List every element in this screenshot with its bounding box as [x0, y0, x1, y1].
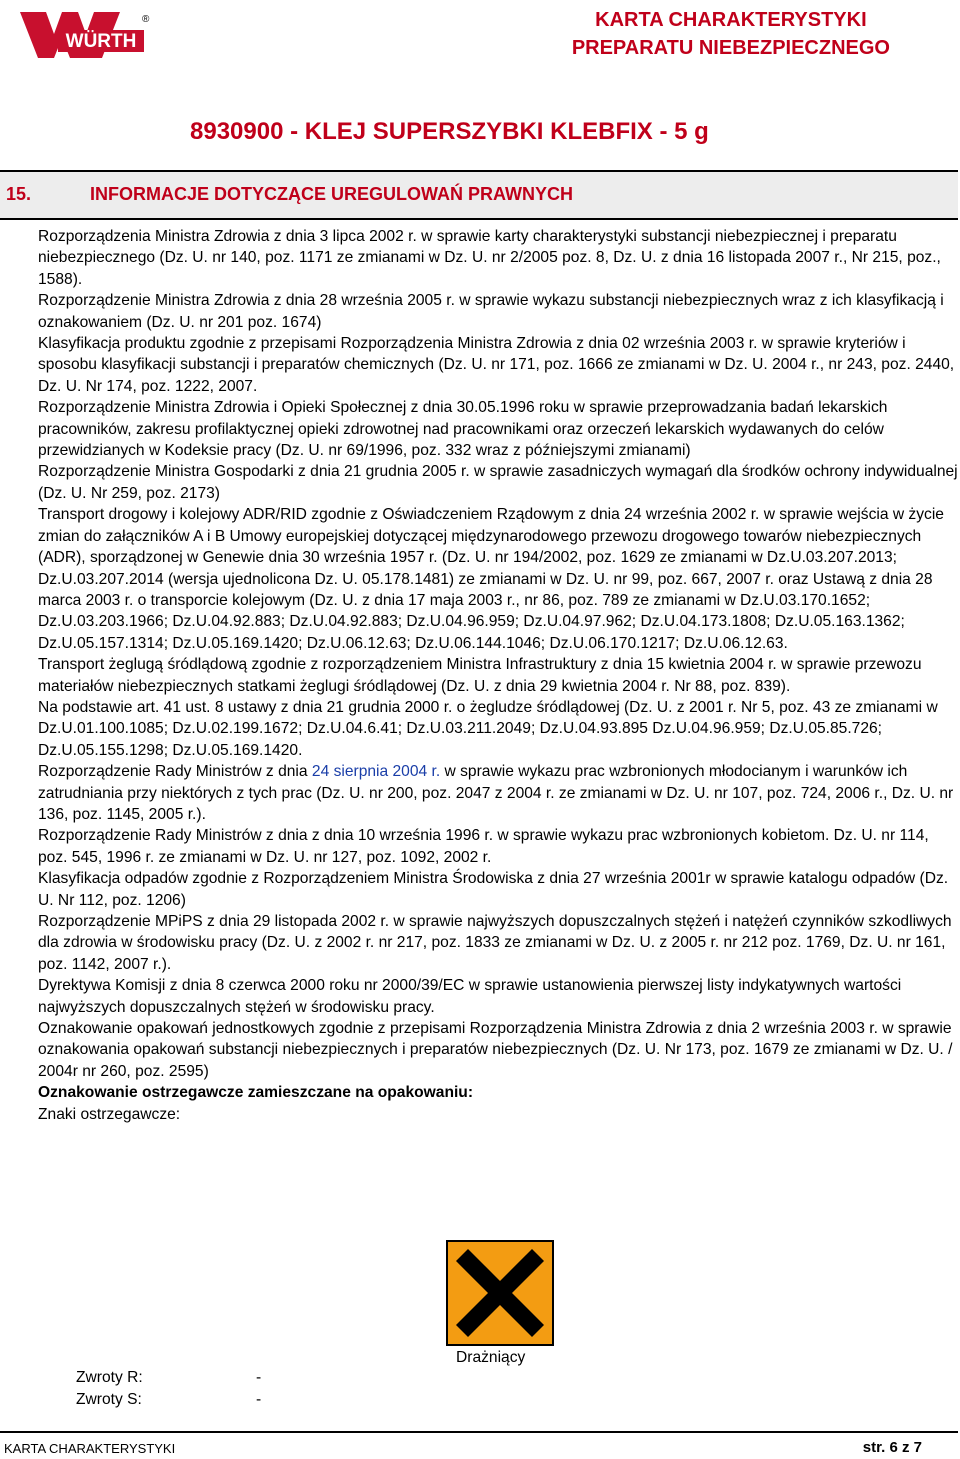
s-phrases-value: - — [256, 1391, 262, 1408]
irritant-x-icon — [446, 1240, 554, 1346]
regulation-paragraph: Transport drogowy i kolejowy ADR/RID zgodnie z Oświadczeniem Rządowym z dnia 24 września 2002 r. w sprawie wejścia w życie zmian do załączników A i B Umowy europejskiej dotyczącej międzynarodowego przewozu drogowego towarów niebezpiecznych (ADR), sporządzonej w Genewie dnia 30 września 1957 r. (Dz. U. nr 194/2002, poz. 1629 ze zmianami w Dz.U.03.207.2013; Dz.U.03.207.2014 (wersja ujednolicona Dz. U. 05.178.1481) ze zmianami w Dz. U. nr 99, poz. 667, 2007 r. oraz Ustawą z dnia 28 marca 2003 r. o transporcie kolejowym (Dz. U. z dnia 17 maja 2003 r., nr 86, poz. 789 ze zmianami w Dz.U.03.170.1652; Dz.U.03.203.1966; Dz.U.04.92.883; Dz.U.04.92.883; Dz.U.04.96.959; Dz.U.04.97.962; Dz.U.04.173.1808; Dz.U.05.163.1362; Dz.U.05.157.1314; Dz.U.05.169.1420; Dz.U.06.12.63; Dz.U.06.144.1046; Dz.U.06.170.1217; Dz.U.06.12.63. — [38, 506, 944, 652]
warning-signs-label: Znaki ostrzegawcze: — [38, 1105, 181, 1123]
footer-title: KARTA CHARAKTERYSTYKI — [4, 1441, 176, 1456]
regulation-paragraph: Dyrektywa Komisji z dnia 8 czerwca 2000 roku nr 2000/39/EC w sprawie ustanowienia pierwszej listy indykatywnych wartości najwyższych dopuszczalnych stężeń w środowisku pracy. — [38, 977, 902, 1016]
product-name: 8930900 - KLEJ SUPERSZYBKI KLEBFIX - 5 g — [190, 118, 709, 145]
document-title-line1: KARTA CHARAKTERYSTYKI — [595, 9, 867, 31]
logo-brand-text: WÜRTH — [65, 31, 137, 52]
regulation-paragraph: Transport żeglugą śródlądową zgodnie z rozporządzeniem Ministra Infrastruktury z dnia 15 kwietnia 2004 r. w sprawie przewozu materiałów niebezpiecznych statkami żeglugi śródlądowej (Dz. U. z dnia 29 kwietnia 2004 r. Nr 88, poz. 839). — [38, 656, 922, 695]
r-phrases — [76, 1369, 262, 1387]
s-phrases — [76, 1391, 262, 1409]
regulation-paragraph: Rozporządzenie Ministra Zdrowia z dnia 28 września 2005 r. w sprawie wykazu substancji niebezpiecznych wraz z ich klasyfikacją i oznakowaniem (Dz. U. nr 201 poz. 1674) — [38, 292, 944, 331]
regulation-paragraph: Rozporządzenie Rady Ministrów z dnia z dnia 10 września 1996 r. w sprawie wykazu prac wzbronionych kobietom. Dz. U. nr 114, poz. 545, 1996 r. ze zmianami w Dz. U. nr 127, poz. 1092, 2002 r. — [38, 827, 929, 866]
regulation-paragraph: Klasyfikacja produktu zgodnie z przepisami Rozporządzenia Ministra Zdrowia z dnia 02 września 2003 r. w sprawie kryteriów i sposobu klasyfikacji substancji i preparatów chemicznych (Dz. U. nr 171, poz. 1666 ze zmianami w Dz. U. 2004 r., nr 243, poz. 2440, Dz. U. Nr 174, poz. 1222, 2007. — [38, 335, 955, 395]
page-number: str. 6 z 7 — [862, 1439, 922, 1456]
r-phrases-value: - — [256, 1369, 262, 1386]
symbol-name: Drażniący — [456, 1349, 526, 1366]
section-number: 15. — [6, 184, 32, 204]
rady-text-after: w sprawie wykazu prac wzbronionych młodocianym i warunków ich zatrudniania przy niektórych z tych prac (Dz. U. nr 200, poz. 2047 z 2004 r. ze zmianami w Dz. U. nr 107, poz. 724, 2006 r., Dz. U. nr 136, poz. 1145, 2005 r.). — [38, 763, 954, 823]
regulation-paragraph: Na podstawie art. 41 ust. 8 ustawy z dnia 21 grudnia 2000 r. o żegludze śródlądowej (Dz. U. z 2001 r. Nr 5, poz. 43 ze zmianami w Dz.U.01.100.1085; Dz.U.02.199.1672; Dz.U.04.6.41; Dz.U.03.211.2049; Dz.U.04.93.895 Dz.U.04.96.959; Dz.U.05.85.726; Dz.U.05.155.1298; Dz.U.05.169.1420. — [38, 698, 938, 759]
document-title — [572, 6, 890, 62]
section-title: INFORMACJE DOTYCZĄCE UREGULOWAŃ PRAWNYCH — [90, 184, 574, 204]
regulation-paragraph: Klasyfikacja odpadów zgodnie z Rozporządzeniem Ministra Środowiska z dnia 27 września 2001r w sprawie katalogu odpadów (Dz. U. Nr 112, poz. 1206) — [38, 870, 949, 909]
regulation-paragraph: Rozporządzenia Ministra Zdrowia z dnia 3 lipca 2002 r. w sprawie karty charakterystyki substancji niebezpiecznej i preparatu niebezpiecznego (Dz. U. nr 140, poz. 1171 ze zmianami w Dz. U. nr 2/2005 poz. 8, Dz. U. z dnia 16 listopada 2007 r., Nr 215, poz., 1588). — [38, 228, 941, 288]
regulations-body — [38, 226, 958, 1125]
registered-mark: ® — [142, 14, 150, 25]
s-phrases-label: Zwroty S: — [76, 1391, 142, 1408]
document-title-line2: PREPARATU NIEBEZPIECZNEGO — [571, 37, 890, 59]
rady-date: 24 sierpnia 2004 r. — [311, 763, 441, 781]
regulation-paragraph: Rozporządzenie Ministra Zdrowia i Opieki Społecznej z dnia 30.05.1996 roku w sprawie przeprowadzania badań lekarskich pracowników, zakresu profilaktycznej opieki zdrowotnej nad pracownikami oraz orzeczeń lekarskich wydawanych do celów przewidzianych w Kodeksie pracy (Dz. U. nr 69/1996, poz. 332 wraz z późniejszymi zmianami) — [38, 399, 888, 460]
regulation-paragraph: Rozporządzenie MPiPS z dnia 29 listopada 2002 r. w sprawie najwyższych dopuszczalnych stężeń i natężeń czynników szkodliwych dla zdrowia w środowisku pracy (Dz. U. z 2002 r. nr 217, poz. 1833 ze zmianami w Dz. U. z 2005 r. nr 212 poz. 1769, Dz. U. nr 161, poz. 1142, 2007 r.). — [38, 913, 952, 973]
regulation-paragraph-rady — [38, 761, 958, 825]
wurth-logo — [18, 8, 152, 62]
footer-divider — [0, 1431, 958, 1433]
regulation-paragraph: Rozporządzenie Ministra Gospodarki z dnia 21 grudnia 2005 r. w sprawie zasadniczych wymagań dla środków ochrony indywidualnej (Dz. U. Nr 259, poz. 2173) — [38, 463, 958, 502]
rady-text-before: Rozporządzenie Rady Ministrów z dnia — [38, 763, 312, 781]
regulation-paragraph: Oznakowanie opakowań jednostkowych zgodnie z przepisami Rozporządzenia Ministra Zdrowia z dnia 2 września 2003 r. w sprawie oznakowania opakowań substancji niebezpiecznych i preparatów niebezpiecznych (Dz. U. Nr 173, poz. 1679 ze zmianami w Dz. U. / 2004r nr 260, poz. 2595) — [38, 1020, 953, 1080]
section-header — [0, 170, 958, 220]
r-phrases-label: Zwroty R: — [76, 1369, 143, 1386]
labeling-heading: Oznakowanie ostrzegawcze zamieszczane na opakowaniu: — [38, 1084, 474, 1102]
